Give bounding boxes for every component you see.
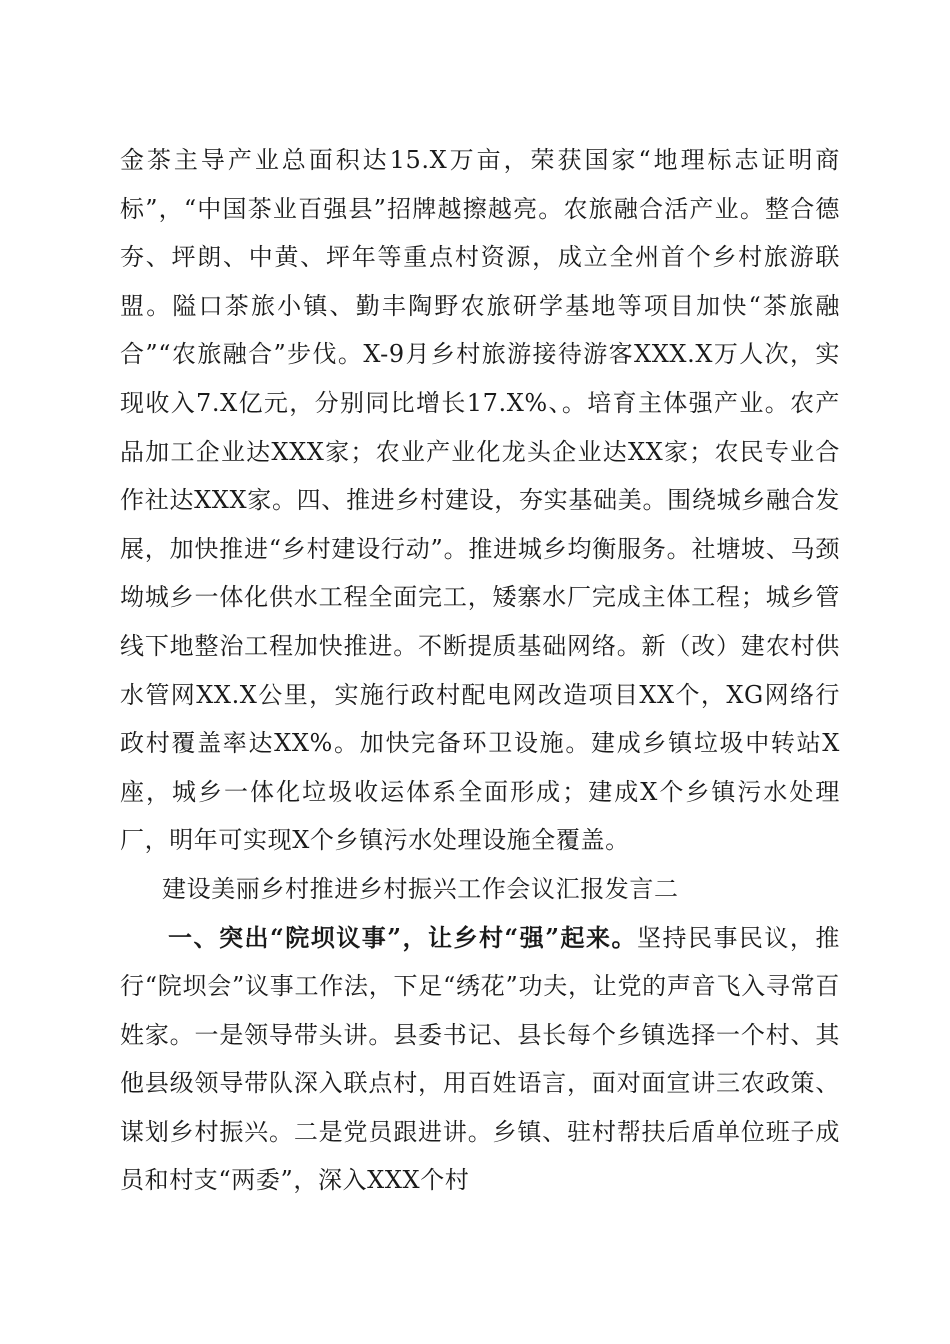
paragraph-body-text: 坚持民事民议，推行“院坝会”议事工作法，下足“绣花”功夫，让党的声音飞入寻常百姓家。一是领导带头讲。县委书记、县长每个乡镇选择一个村、其他县级领导带队深入联点村，用百姓语言，面对面宣讲三农政策、谋划乡村振兴。二是党员跟进讲。乡镇、驻村帮扶后盾单位班子成员和村支“两委”，深入XXX个村: [120, 923, 840, 1195]
document-body: [120, 136, 840, 1205]
paragraph-industry-and-village-construction: 金茶主导产业总面积达15.X万亩，荣获国家“地理标志证明商标”，“中国茶业百强县”招牌越擦越亮。农旅融合活产业。整合德夯、坪朗、中黄、坪年等重点村资源，成立全州首个乡村旅游联盟。隘口茶旅小镇、勤丰陶野农旅研学基地等项目加快“茶旅融合”“农旅融合”步伐。X-9月乡村旅游接待游客XXX.X万人次，实现收入7.X亿元，分别同比增长17.X%、。培育主体强产业。农产品加工企业达XXX家；农业产业化龙头企业达XX家；农民专业合作社达XXX家。四、推进乡村建设，夯实基础美。围绕城乡融合发展，加快推进“乡村建设行动”。推进城乡均衡服务。社塘坡、马颈坳城乡一体化供水工程全面完工，矮寨水厂完成主体工程；城乡管线下地整治工程加快推进。不断提质基础网络。新（改）建农村供水管网XX.X公里，实施行政村配电网改造项目XX个，XG网络行政村覆盖率达XX%。加快完备环卫设施。建成乡镇垃圾中转站X座，城乡一体化垃圾收运体系全面形成；建成X个乡镇污水处理厂，明年可实现X个乡镇污水处理设施全覆盖。: [120, 146, 840, 855]
section-title: 建设美丽乡村推进乡村振兴工作会议汇报发言二: [162, 874, 679, 903]
paragraph-lead-heading: 一、突出“院坝议事”，让乡村“强”起来。: [168, 922, 637, 952]
paragraph-courtyard-discussion: [120, 914, 840, 1206]
